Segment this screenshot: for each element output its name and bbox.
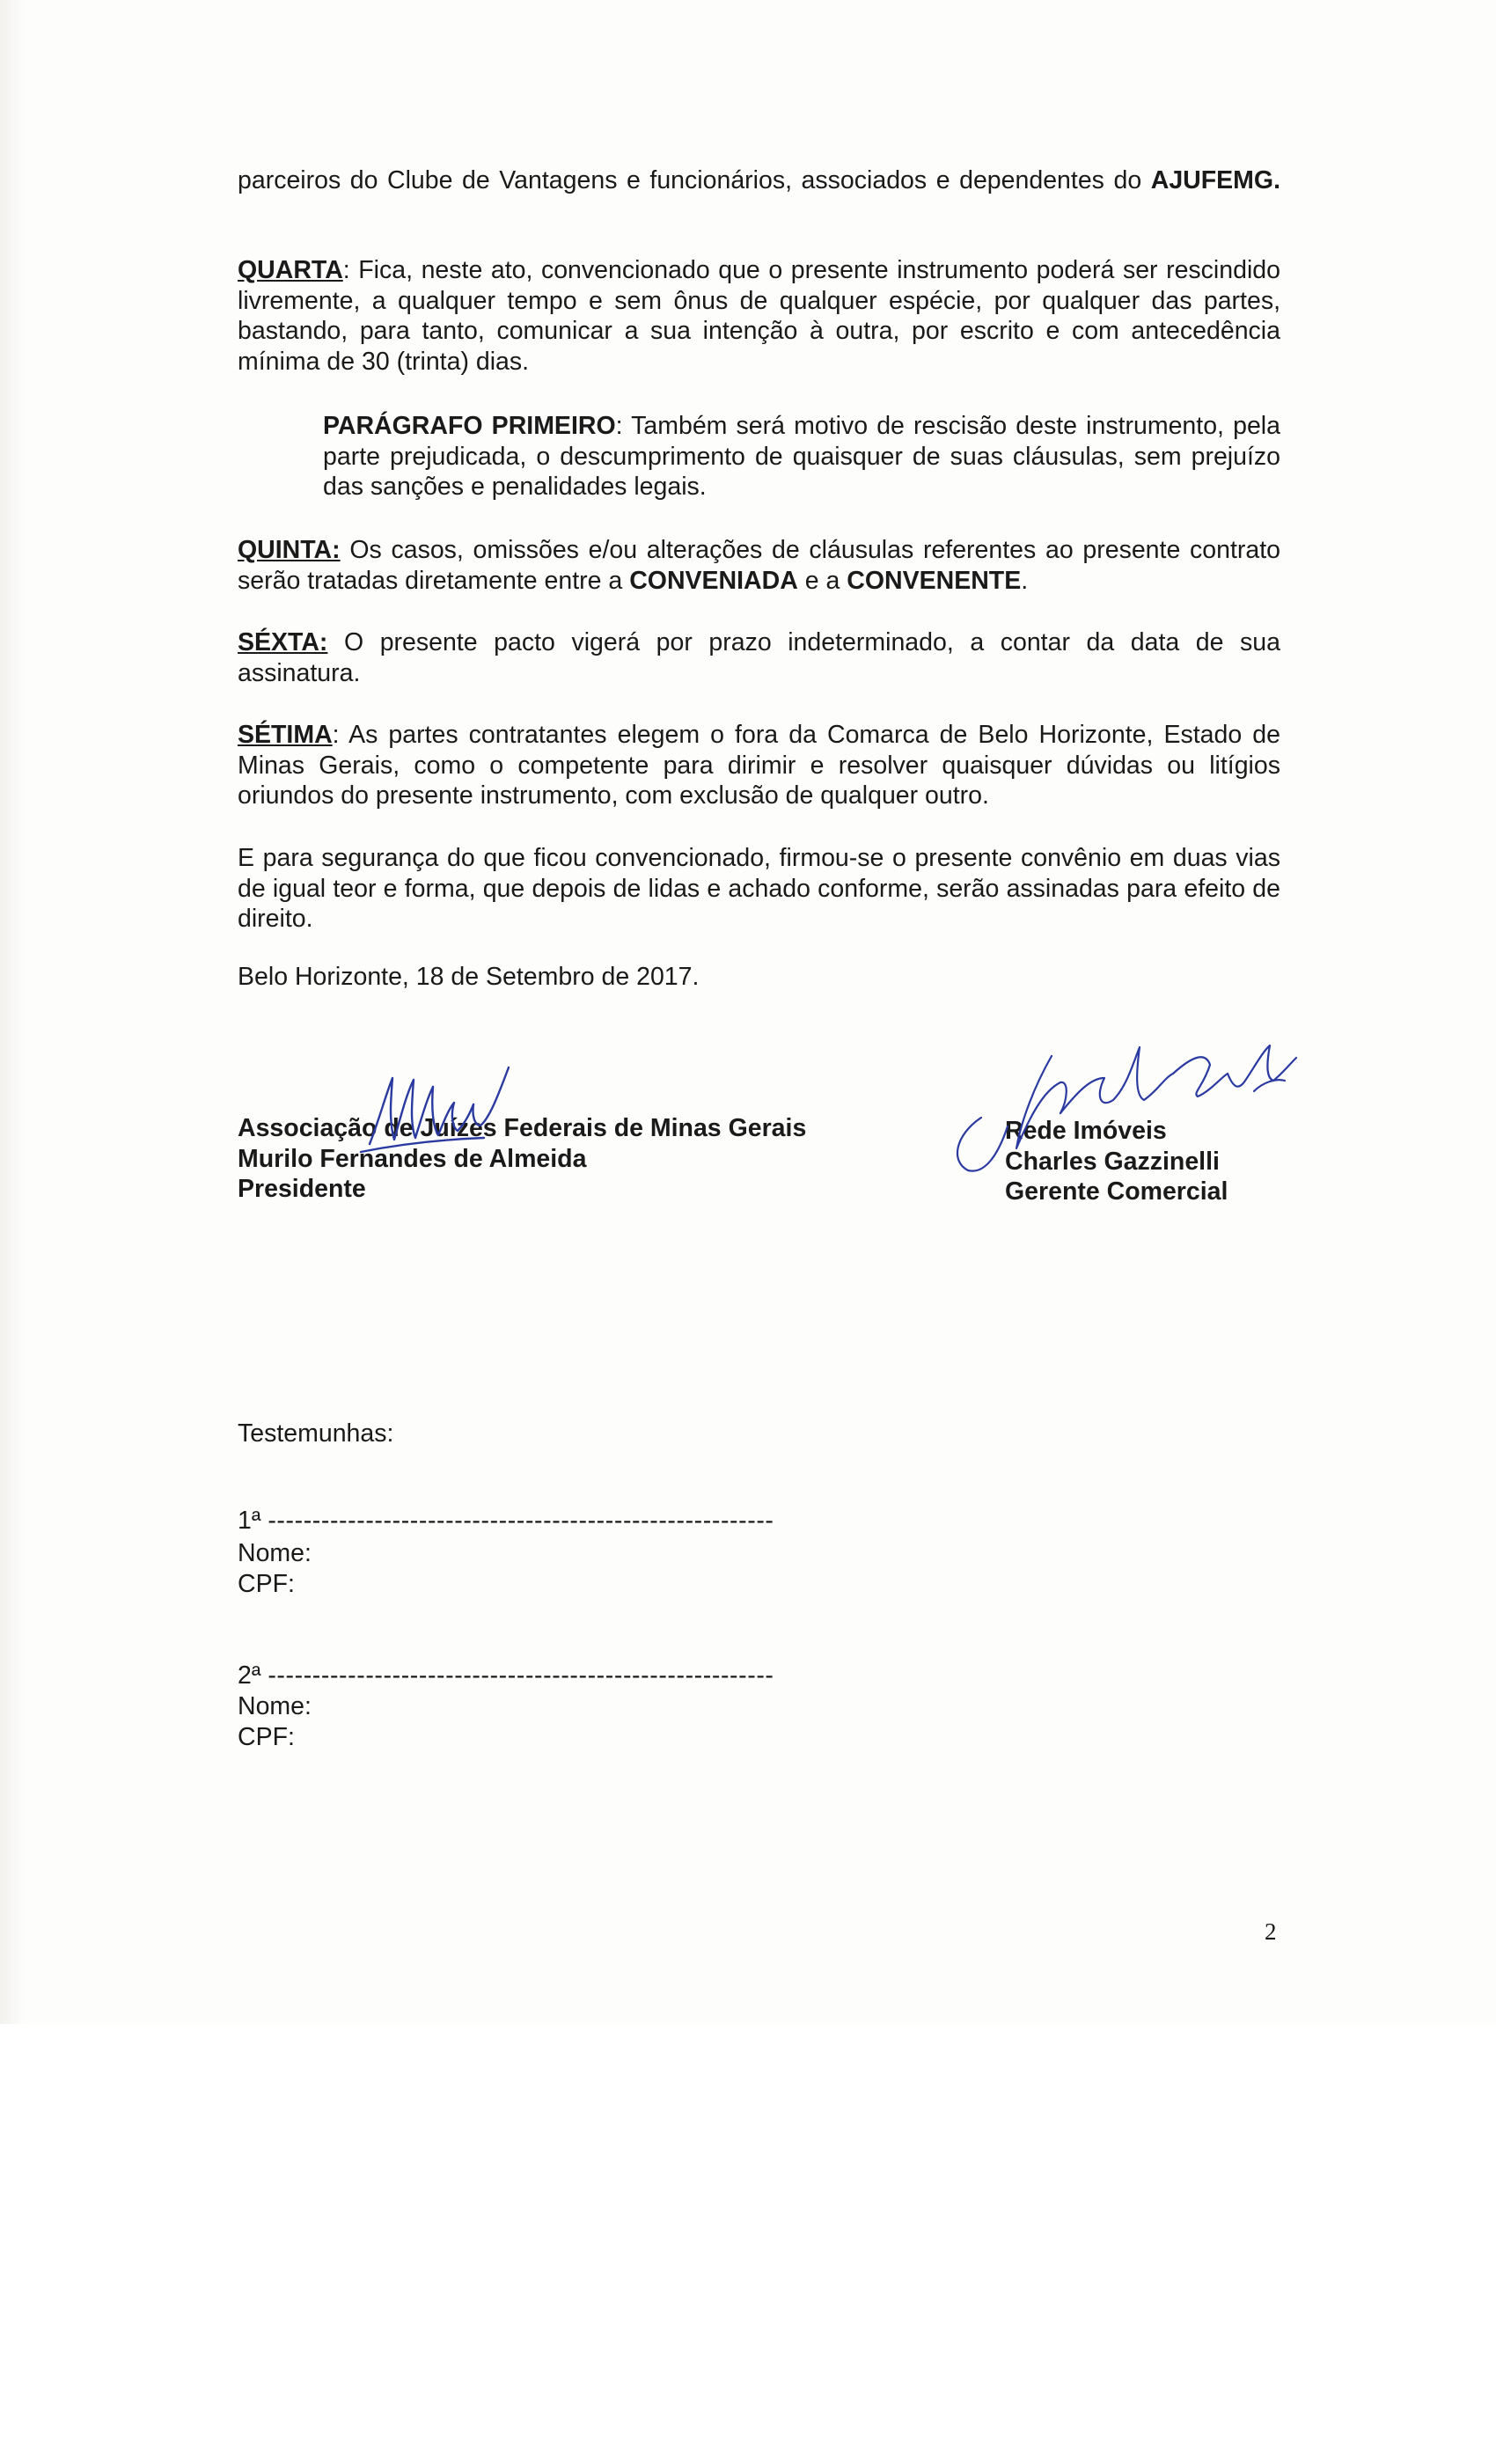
paragrafo-primeiro-label: PARÁGRAFO PRIMEIRO [323, 412, 616, 440]
signature-left-image [352, 1060, 519, 1157]
clause-paragrafo-primeiro [323, 411, 1280, 502]
clause-quinta [238, 535, 1280, 596]
witness-2-line [238, 1661, 774, 1691]
clause-sexta-label: SÉXTA: [238, 628, 328, 656]
witness-1-signature-line: --------------------------------------------------------- [268, 1507, 774, 1535]
witness-2-name-label: Nome: [238, 1692, 312, 1720]
conveniada-term: CONVENIADA [629, 566, 798, 595]
signatory-left-name: Murilo Fernandes de Almeida [238, 1144, 587, 1173]
witness-2-signature-line: --------------------------------------------------------- [268, 1661, 774, 1690]
signature-right-image [928, 1038, 1307, 1179]
signatory-right-name: Charles Gazzinelli [1005, 1147, 1220, 1176]
clause-quarta-text: : Fica, neste ato, convencionado que o presente instrumento poderá ser rescindido livremente, a qualquer tempo e sem ônus de qualquer espécie, por qualquer das partes, bastando, para tanto, comunicar a sua intenção à outra, por escrito e com antecedência mínima de 30 (trinta) dias. [238, 256, 1280, 376]
intro-text: parceiros do Clube de Vantagens e funcionários, associados e dependentes do [238, 166, 1142, 194]
signatory-left-org: Associação de Juízes Federais de Minas Gerais [238, 1114, 807, 1142]
clause-quarta-label: QUARTA [238, 256, 343, 284]
clause-setima-label: SÉTIMA [238, 721, 333, 749]
signatory-right-org: Rede Imóveis [1005, 1117, 1167, 1145]
witness-1-cpf-label: CPF: [238, 1570, 295, 1598]
signatory-left [238, 1113, 806, 1205]
page-number: 2 [1265, 1918, 1277, 1945]
witness-2-number: 2ª [238, 1661, 261, 1690]
clause-quinta-label: QUINTA: [238, 536, 341, 564]
intro-paragraph [238, 165, 1280, 226]
signatory-left-role: Presidente [238, 1175, 366, 1203]
date-line: Belo Horizonte, 18 de Setembro de 2017. [238, 963, 700, 991]
witness-2-cpf-label: CPF: [238, 1723, 295, 1751]
closing-paragraph: E para segurança do que ficou convencionado, firmou-se o presente convênio em duas vias de igual teor e forma, que depois de lidas e achado conforme, serão assinadas para efeito de direito. [238, 844, 1280, 933]
clause-setima [238, 720, 1280, 811]
clause-quinta-text-a: Os casos, omissões e/ou alterações de cláusulas referentes ao presente contrato serão tratadas diretamente entre a [238, 536, 1280, 595]
witness-1-name-label: Nome: [238, 1539, 312, 1567]
witness-1-number: 1ª [238, 1507, 261, 1535]
clause-sexta-text: O presente pacto vigerá por prazo indeterminado, a contar da data de sua assinatura. [238, 628, 1280, 687]
clause-quinta-text-b: e a [797, 566, 847, 595]
witness-1-line [238, 1506, 774, 1536]
witnesses-title: Testemunhas: [238, 1419, 394, 1448]
clause-quinta-text-c: . [1021, 566, 1029, 595]
signatory-right-role: Gerente Comercial [1005, 1177, 1228, 1206]
clause-setima-text: : As partes contratantes elegem o fora da Comarca de Belo Horizonte, Estado de Minas Gerais, como o competente para dirimir e resolver quaisquer dúvidas ou litígios oriundos do presente instrumento, com exclusão de qualquer outro. [238, 721, 1280, 810]
paragrafo-primeiro-text: : Também será motivo de rescisão deste instrumento, pela parte prejudicada, o descumprimento de quaisquer de suas cláusulas, sem prejuízo das sanções e penalidades legais. [323, 412, 1280, 501]
intro-bold: AJUFEMG. [1150, 166, 1281, 194]
clause-quarta [238, 255, 1280, 377]
convenente-term: CONVENENTE [847, 566, 1022, 595]
clause-sexta [238, 627, 1280, 688]
